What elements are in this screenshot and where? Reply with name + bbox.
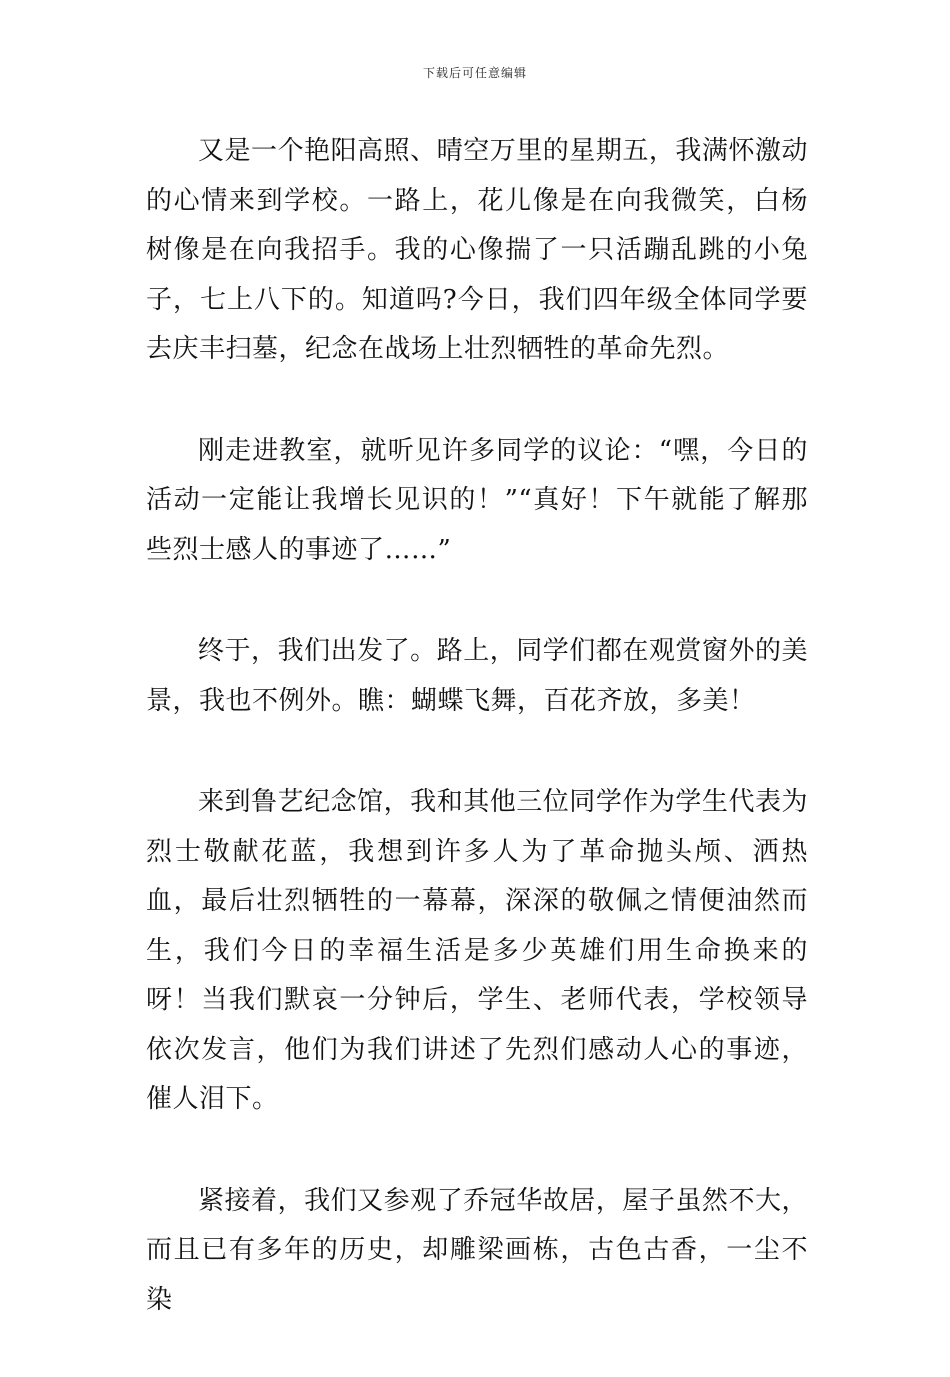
paragraph-4: 来到鲁艺纪念馆，我和其他三位同学作为学生代表为烈士敬献花蓝，我想到许多人为了革命抛头颅、洒热血，最后壮烈牺牲的一幕幕，深深的敬佩之情便油然而生，我们今日的幸福生活是多少英雄们用生命换来的呀！当我们默哀一分钟后，学生、老师代表，学校领导依次发言，他们为我们讲述了先烈们感动人心的事迹，催人泪下。 [146, 787, 808, 1114]
paragraph-3: 终于，我们出发了。路上，同学们都在观赏窗外的美景，我也不例外。瞧：蝴蝶飞舞，百花齐放，多美！ [146, 636, 808, 716]
page-header: 下载后可任意编辑 [422, 66, 527, 80]
paragraph-2: 刚走进教室，就听见许多同学的议论：“嘿，今日的活动一定能让我增长见识的！”“真好！下午就能了解那些烈士感人的事迹了……” [146, 435, 808, 565]
document-body [146, 127, 808, 1377]
paragraph-5: 紧接着，我们又参观了乔冠华故居，屋子虽然不大，而且已有多年的历史，却雕梁画栋，古色古香，一尘不染 [146, 1185, 808, 1315]
paragraph-1: 又是一个艳阳高照、晴空万里的星期五，我满怀激动的心情来到学校。一路上，花儿像是在向我微笑，白杨树像是在向我招手。我的心像揣了一只活蹦乱跳的小兔子，七上八下的。知道吗?今日，我们四年级全体同学要去庆丰扫墓，纪念在战场上壮烈牺牲的革命先烈。 [146, 136, 808, 364]
